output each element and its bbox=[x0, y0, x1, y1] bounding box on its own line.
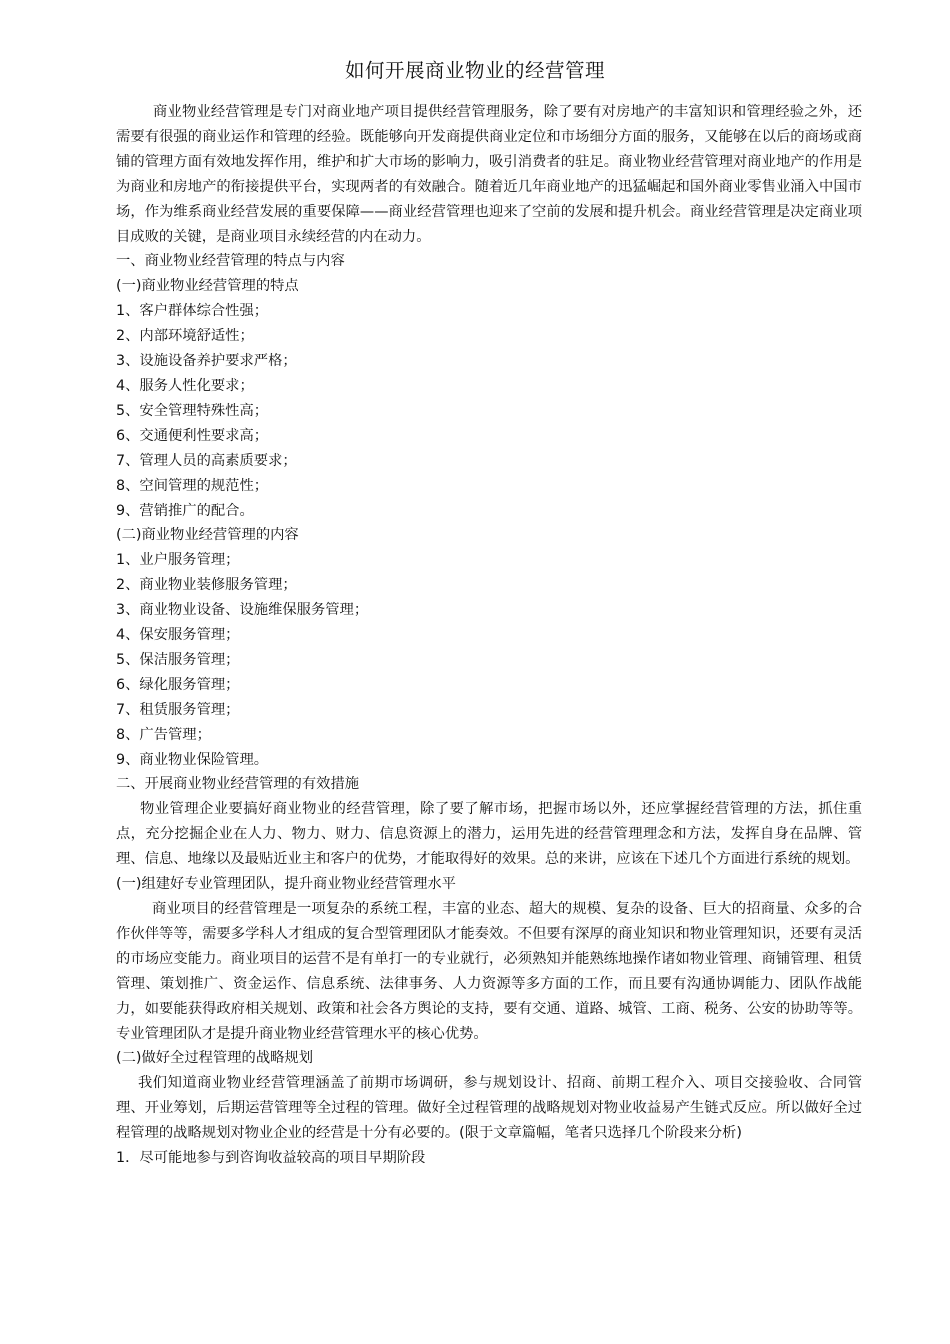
list-item: 5、保洁服务管理； bbox=[116, 651, 240, 668]
list-item: 3、设施设备养护要求严格； bbox=[116, 353, 297, 370]
subsection-2-2-paragraph: 我们知道商业物业经营管理涵盖了前期市场调研，参与规划设计、招商、前期工程介入、项目交接验收、合同管理、开业筹划，后期运营管理等全过程的管理。做好全过程管理的战略规划对物业收益易产生链式反应。所以做好全过程管理的战略规划对物业企业的经营是十分有必要的。(限于文章篇幅，笔者只选择几个阶段来分析) bbox=[116, 1075, 862, 1142]
document-title: 如何开展商业物业的经营管理 bbox=[344, 59, 605, 82]
subsection-heading-1-2: (二)商业物业经营管理的内容 bbox=[116, 527, 299, 544]
list-item: 5、安全管理特殊性高； bbox=[116, 402, 269, 419]
list-item: 8、广告管理； bbox=[116, 726, 211, 743]
document-body bbox=[116, 100, 862, 1171]
subsection-heading-2-1: (一)组建好专业管理团队，提升商业物业经营管理水平 bbox=[116, 876, 456, 893]
section-heading-1: 一、商业物业经营管理的特点与内容 bbox=[116, 253, 345, 270]
list-item: 2、商业物业装修服务管理； bbox=[116, 577, 297, 594]
subsection-2-1-paragraph: 商业项目的经营管理是一项复杂的系统工程，丰富的业态、超大的规模、复杂的设备、巨大的招商量、众多的合作伙伴等等，需要多学科人才组成的复合型管理团队才能奏效。不但要有深厚的商业知识和物业管理知识，还要有灵活的市场应变能力。商业项目的运营不是有单打一的专业就行，必须熟知并能熟练地操作诸如物业管理、商铺管理、租赁管理、策划推广、资金运作、信息系统、法律事务、人力资源等多方面的工作，而且要有沟通协调能力、团队作战能力，如要能获得政府相关规划、政策和社会各方舆论的支持，要有交通、道路、城管、工商、税务、公安的协助等等。专业管理团队才是提升商业物业经营管理水平的核心优势。 bbox=[116, 901, 862, 1042]
list-item: 9、商业物业保险管理。 bbox=[116, 751, 269, 768]
section-2-intro-paragraph: 物业管理企业要搞好商业物业的经营管理，除了要了解市场，把握市场以外，还应掌握经营管理的方法，抓住重点，充分挖掘企业在人力、物力、财力、信息资源上的潜力，运用先进的经营管理理念和方法，发挥自身在品牌、管理、信息、地缘以及最贴近业主和客户的优势，才能取得好的效果。总的来讲，应该在下述几个方面进行系统的规划。 bbox=[116, 801, 862, 868]
list-item: 7、租赁服务管理； bbox=[116, 701, 240, 718]
list-item: 4、服务人性化要求； bbox=[116, 377, 254, 394]
list-item: 3、商业物业设备、设施维保服务管理； bbox=[116, 602, 369, 619]
list-item: 4、保安服务管理； bbox=[116, 627, 240, 644]
list-item: 1、业户服务管理； bbox=[116, 552, 240, 569]
numbered-heading: 1．尽可能地参与到咨询收益较高的项目早期阶段 bbox=[116, 1150, 426, 1167]
subsection-heading-2-2: (二)做好全过程管理的战略规划 bbox=[116, 1050, 314, 1067]
list-item: 1、客户群体综合性强； bbox=[116, 303, 269, 320]
list-item: 8、空间管理的规范性； bbox=[116, 477, 269, 494]
list-item: 6、交通便利性要求高； bbox=[116, 427, 269, 444]
section-heading-2: 二、开展商业物业经营管理的有效措施 bbox=[116, 776, 360, 793]
intro-paragraph: 商业物业经营管理是专门对商业地产项目提供经营管理服务，除了要有对房地产的丰富知识和管理经验之外，还需要有很强的商业运作和管理的经验。既能够向开发商提供商业定位和市场细分方面的服务，又能够在以后的商场或商铺的管理方面有效地发挥作用，维护和扩大市场的影响力，吸引消费者的驻足。商业物业经营管理对商业地产的作用是为商业和房地产的衔接提供平台，实现两者的有效融合。随着近几年商业地产的迅猛崛起和国外商业零售业涌入中国市场，作为维系商业经营发展的重要保障——商业经营管理也迎来了空前的发展和提升机会。商业经营管理是决定商业项目成败的关键，是商业项目永续经营的内在动力。 bbox=[116, 104, 862, 245]
list-item: 2、内部环境舒适性； bbox=[116, 328, 254, 345]
subsection-heading-1-1: (一)商业物业经营管理的特点 bbox=[116, 278, 299, 295]
list-item: 7、管理人员的高素质要求； bbox=[116, 452, 297, 469]
list-item: 9、营销推广的配合。 bbox=[116, 502, 254, 519]
list-item: 6、绿化服务管理； bbox=[116, 676, 240, 693]
